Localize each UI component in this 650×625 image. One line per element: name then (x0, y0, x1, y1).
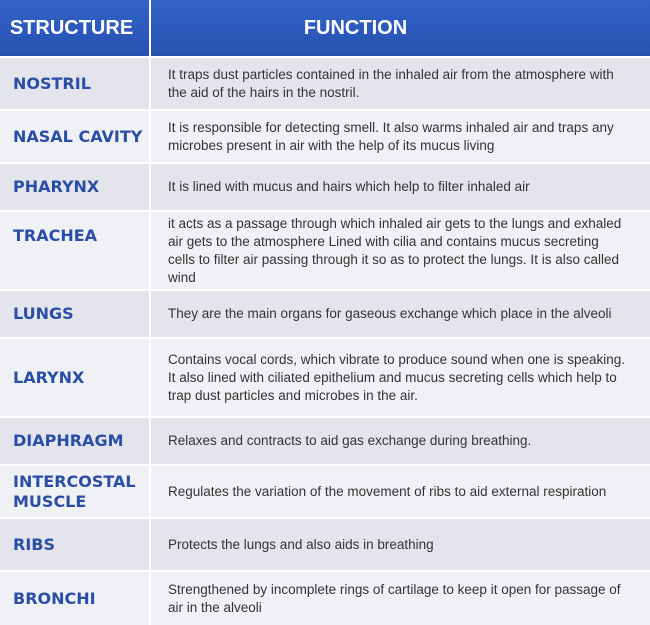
function-cell-lungs: They are the main organs for gaseous exchange which place in the alveoli (151, 291, 650, 337)
function-cell-nostril: It traps dust particles contained in the inhaled air from the atmosphere with the aid of the hairs in the nostril. (151, 58, 650, 109)
structure-cell-larynx: LARYNX (0, 339, 149, 416)
structure-cell-nostril: NOSTRIL (0, 58, 149, 109)
function-cell-bronchi: Strengthened by incomplete rings of cartilage to keep it open for passage of air in the alveoli (151, 572, 650, 625)
structure-cell-nasal-cavity: NASAL CAVITY (0, 111, 149, 162)
function-cell-diaphragm: Relaxes and contracts to aid gas exchange during breathing. (151, 418, 650, 464)
function-cell-ribs: Protects the lungs and also aids in breathing (151, 519, 650, 570)
function-cell-intercostal-muscle: Regulates the variation of the movement of ribs to aid external respiration (151, 466, 650, 517)
structure-cell-diaphragm: DIAPHRAGM (0, 418, 149, 464)
function-cell-nasal-cavity: It is responsible for detecting smell. It also warms inhaled air and traps any microbes present in air with the help of its mucus living (151, 111, 650, 162)
structure-cell-trachea: TRACHEA (0, 212, 149, 289)
function-cell-pharynx: It is lined with mucus and hairs which help to filter inhaled air (151, 164, 650, 210)
function-column-header: FUNCTION (151, 0, 650, 56)
structure-cell-pharynx: PHARYNX (0, 164, 149, 210)
structure-cell-intercostal-muscle: INTERCOSTAL MUSCLE (0, 466, 149, 517)
function-cell-trachea: it acts as a passage through which inhaled air gets to the lungs and exhaled air gets to the atmosphere Lined with cilia and contains mucus secreting cells to filter air passing through it so as to protect the lungs. It is also called wind (151, 212, 650, 289)
structure-column-header: STRUCTURE (0, 0, 149, 56)
structure-cell-ribs: RIBS (0, 519, 149, 570)
structure-cell-bronchi: BRONCHI (0, 572, 149, 625)
structure-cell-lungs: LUNGS (0, 291, 149, 337)
function-cell-larynx: Contains vocal cords, which vibrate to produce sound when one is speaking. It also lined with ciliated epithelium and mucus secreting cells which help to trap dust particles and microbes in the air. (151, 339, 650, 416)
